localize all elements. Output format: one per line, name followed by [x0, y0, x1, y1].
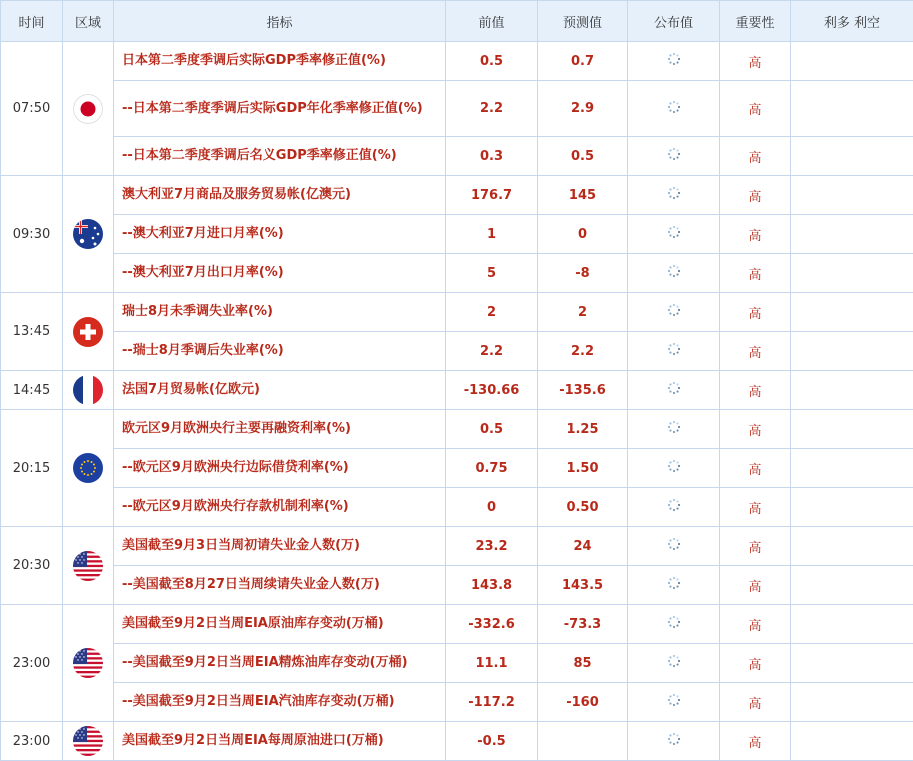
loading-spinner-icon: [667, 459, 681, 477]
actual-value: [628, 137, 720, 176]
bull-bear-cell: [791, 605, 913, 644]
loading-spinner-icon: [667, 303, 681, 321]
indicator-link[interactable]: 法国7月贸易帐(亿欧元): [114, 371, 446, 410]
table-row: [1, 605, 913, 644]
loading-spinner-icon: [667, 342, 681, 360]
loading-spinner-icon: [667, 615, 681, 633]
forecast-value: 2.2: [538, 332, 628, 371]
previous-value: 2.2: [446, 332, 538, 371]
loading-spinner-icon: [667, 100, 681, 118]
indicator-link[interactable]: --日本第二季度季调后实际GDP年化季率修正值(%): [114, 81, 446, 137]
table-row: [1, 42, 913, 81]
forecast-value: 145: [538, 176, 628, 215]
previous-value: 11.1: [446, 644, 538, 683]
actual-value: [628, 488, 720, 527]
bull-bear-cell: [791, 449, 913, 488]
region-cell: [63, 605, 114, 722]
header-importance: 重要性: [720, 1, 791, 42]
previous-value: 0.5: [446, 410, 538, 449]
loading-spinner-icon: [667, 147, 681, 165]
usa-flag-icon: [73, 648, 103, 678]
table-row: [1, 371, 913, 410]
importance-value: 高: [720, 449, 791, 488]
eu-flag-icon: [73, 453, 103, 483]
previous-value: 1: [446, 215, 538, 254]
time-cell: 09:30: [1, 176, 63, 293]
france-flag-icon: [73, 375, 103, 405]
previous-value: -332.6: [446, 605, 538, 644]
bull-bear-cell: [791, 81, 913, 137]
indicator-link[interactable]: --美国截至9月2日当周EIA汽油库存变动(万桶): [114, 683, 446, 722]
indicator-link[interactable]: 瑞士8月未季调失业率(%): [114, 293, 446, 332]
header-previous: 前值: [446, 1, 538, 42]
bull-bear-cell: [791, 137, 913, 176]
forecast-value: -160: [538, 683, 628, 722]
header-actual: 公布值: [628, 1, 720, 42]
previous-value: -117.2: [446, 683, 538, 722]
bull-bear-cell: [791, 644, 913, 683]
forecast-value: -135.6: [538, 371, 628, 410]
table-header-row: [1, 1, 913, 42]
indicator-link[interactable]: --欧元区9月欧洲央行边际借贷利率(%): [114, 449, 446, 488]
forecast-value: 143.5: [538, 566, 628, 605]
loading-spinner-icon: [667, 186, 681, 204]
bull-bear-cell: [791, 254, 913, 293]
table-row: [1, 410, 913, 449]
time-cell: 23:00: [1, 722, 63, 761]
time-cell: 13:45: [1, 293, 63, 371]
table-row: [1, 332, 913, 371]
loading-spinner-icon: [667, 732, 681, 750]
loading-spinner-icon: [667, 225, 681, 243]
bull-bear-cell: [791, 332, 913, 371]
table-row: [1, 293, 913, 332]
actual-value: [628, 293, 720, 332]
forecast-value: 0.50: [538, 488, 628, 527]
importance-value: 高: [720, 137, 791, 176]
loading-spinner-icon: [667, 537, 681, 555]
previous-value: 0.75: [446, 449, 538, 488]
indicator-link[interactable]: --美国截至8月27日当周续请失业金人数(万): [114, 566, 446, 605]
importance-value: 高: [720, 566, 791, 605]
bull-bear-cell: [791, 410, 913, 449]
importance-value: 高: [720, 371, 791, 410]
previous-value: -130.66: [446, 371, 538, 410]
table-row: [1, 215, 913, 254]
indicator-link[interactable]: --美国截至9月2日当周EIA精炼油库存变动(万桶): [114, 644, 446, 683]
region-cell: [63, 371, 114, 410]
time-cell: 14:45: [1, 371, 63, 410]
loading-spinner-icon: [667, 52, 681, 70]
table-row: [1, 644, 913, 683]
table-row: [1, 254, 913, 293]
importance-value: 高: [720, 527, 791, 566]
importance-value: 高: [720, 176, 791, 215]
table-row: [1, 81, 913, 137]
actual-value: [628, 215, 720, 254]
table-row: [1, 176, 913, 215]
indicator-link[interactable]: --澳大利亚7月出口月率(%): [114, 254, 446, 293]
actual-value: [628, 332, 720, 371]
switzerland-flag-icon: [73, 317, 103, 347]
indicator-link[interactable]: 澳大利亚7月商品及服务贸易帐(亿澳元): [114, 176, 446, 215]
time-cell: 20:30: [1, 527, 63, 605]
bull-bear-cell: [791, 371, 913, 410]
indicator-link[interactable]: --澳大利亚7月进口月率(%): [114, 215, 446, 254]
bull-bear-cell: [791, 293, 913, 332]
time-cell: 20:15: [1, 410, 63, 527]
loading-spinner-icon: [667, 498, 681, 516]
previous-value: 23.2: [446, 527, 538, 566]
forecast-value: -8: [538, 254, 628, 293]
time-cell: 07:50: [1, 42, 63, 176]
forecast-value: 0: [538, 215, 628, 254]
previous-value: 5: [446, 254, 538, 293]
indicator-link[interactable]: --日本第二季度季调后名义GDP季率修正值(%): [114, 137, 446, 176]
actual-value: [628, 644, 720, 683]
region-cell: [63, 293, 114, 371]
loading-spinner-icon: [667, 264, 681, 282]
actual-value: [628, 566, 720, 605]
actual-value: [628, 410, 720, 449]
time-cell: 23:00: [1, 605, 63, 722]
importance-value: 高: [720, 722, 791, 761]
indicator-link[interactable]: --欧元区9月欧洲央行存款机制利率(%): [114, 488, 446, 527]
previous-value: 176.7: [446, 176, 538, 215]
actual-value: [628, 176, 720, 215]
previous-value: 0.5: [446, 42, 538, 81]
actual-value: [628, 371, 720, 410]
table-row: [1, 449, 913, 488]
forecast-value: 2: [538, 293, 628, 332]
region-cell: [63, 722, 114, 761]
bull-bear-cell: [791, 683, 913, 722]
previous-value: 0: [446, 488, 538, 527]
indicator-link[interactable]: 美国截至9月3日当周初请失业金人数(万): [114, 527, 446, 566]
importance-value: 高: [720, 644, 791, 683]
usa-flag-icon: [73, 726, 103, 756]
region-cell: [63, 176, 114, 293]
importance-value: 高: [720, 81, 791, 137]
table-row: [1, 527, 913, 566]
previous-value: 0.3: [446, 137, 538, 176]
table-row: [1, 722, 913, 761]
actual-value: [628, 254, 720, 293]
table-row: [1, 683, 913, 722]
loading-spinner-icon: [667, 654, 681, 672]
indicator-link[interactable]: 日本第二季度季调后实际GDP季率修正值(%): [114, 42, 446, 81]
importance-value: 高: [720, 605, 791, 644]
importance-value: 高: [720, 42, 791, 81]
region-cell: [63, 410, 114, 527]
importance-value: 高: [720, 683, 791, 722]
bull-bear-cell: [791, 215, 913, 254]
indicator-link[interactable]: 美国截至9月2日当周EIA每周原油进口(万桶): [114, 722, 446, 761]
indicator-link[interactable]: 美国截至9月2日当周EIA原油库存变动(万桶): [114, 605, 446, 644]
loading-spinner-icon: [667, 576, 681, 594]
forecast-value: [538, 722, 628, 761]
importance-value: 高: [720, 215, 791, 254]
japan-flag-icon: [73, 94, 103, 124]
header-forecast: 预测值: [538, 1, 628, 42]
forecast-value: 2.9: [538, 81, 628, 137]
region-cell: [63, 42, 114, 176]
table-row: [1, 137, 913, 176]
importance-value: 高: [720, 254, 791, 293]
australia-flag-icon: [73, 219, 103, 249]
table-row: [1, 566, 913, 605]
forecast-value: 0.7: [538, 42, 628, 81]
importance-value: 高: [720, 488, 791, 527]
actual-value: [628, 81, 720, 137]
importance-value: 高: [720, 410, 791, 449]
bull-bear-cell: [791, 722, 913, 761]
bull-bear-cell: [791, 488, 913, 527]
previous-value: 143.8: [446, 566, 538, 605]
previous-value: 2.2: [446, 81, 538, 137]
forecast-value: 85: [538, 644, 628, 683]
actual-value: [628, 683, 720, 722]
forecast-value: 24: [538, 527, 628, 566]
loading-spinner-icon: [667, 381, 681, 399]
bull-bear-cell: [791, 176, 913, 215]
actual-value: [628, 449, 720, 488]
forecast-value: 1.50: [538, 449, 628, 488]
bull-bear-cell: [791, 42, 913, 81]
previous-value: -0.5: [446, 722, 538, 761]
header-region: 区域: [63, 1, 114, 42]
importance-value: 高: [720, 332, 791, 371]
indicator-link[interactable]: 欧元区9月欧洲央行主要再融资利率(%): [114, 410, 446, 449]
actual-value: [628, 722, 720, 761]
header-time: 时间: [1, 1, 63, 42]
usa-flag-icon: [73, 551, 103, 581]
importance-value: 高: [720, 293, 791, 332]
indicator-link[interactable]: --瑞士8月季调后失业率(%): [114, 332, 446, 371]
loading-spinner-icon: [667, 693, 681, 711]
actual-value: [628, 605, 720, 644]
forecast-value: 0.5: [538, 137, 628, 176]
forecast-value: -73.3: [538, 605, 628, 644]
bull-bear-cell: [791, 527, 913, 566]
actual-value: [628, 42, 720, 81]
region-cell: [63, 527, 114, 605]
loading-spinner-icon: [667, 420, 681, 438]
header-bull-bear: 利多 利空: [791, 1, 913, 42]
previous-value: 2: [446, 293, 538, 332]
bull-bear-cell: [791, 566, 913, 605]
forecast-value: 1.25: [538, 410, 628, 449]
actual-value: [628, 527, 720, 566]
table-row: [1, 488, 913, 527]
header-indicator: 指标: [114, 1, 446, 42]
